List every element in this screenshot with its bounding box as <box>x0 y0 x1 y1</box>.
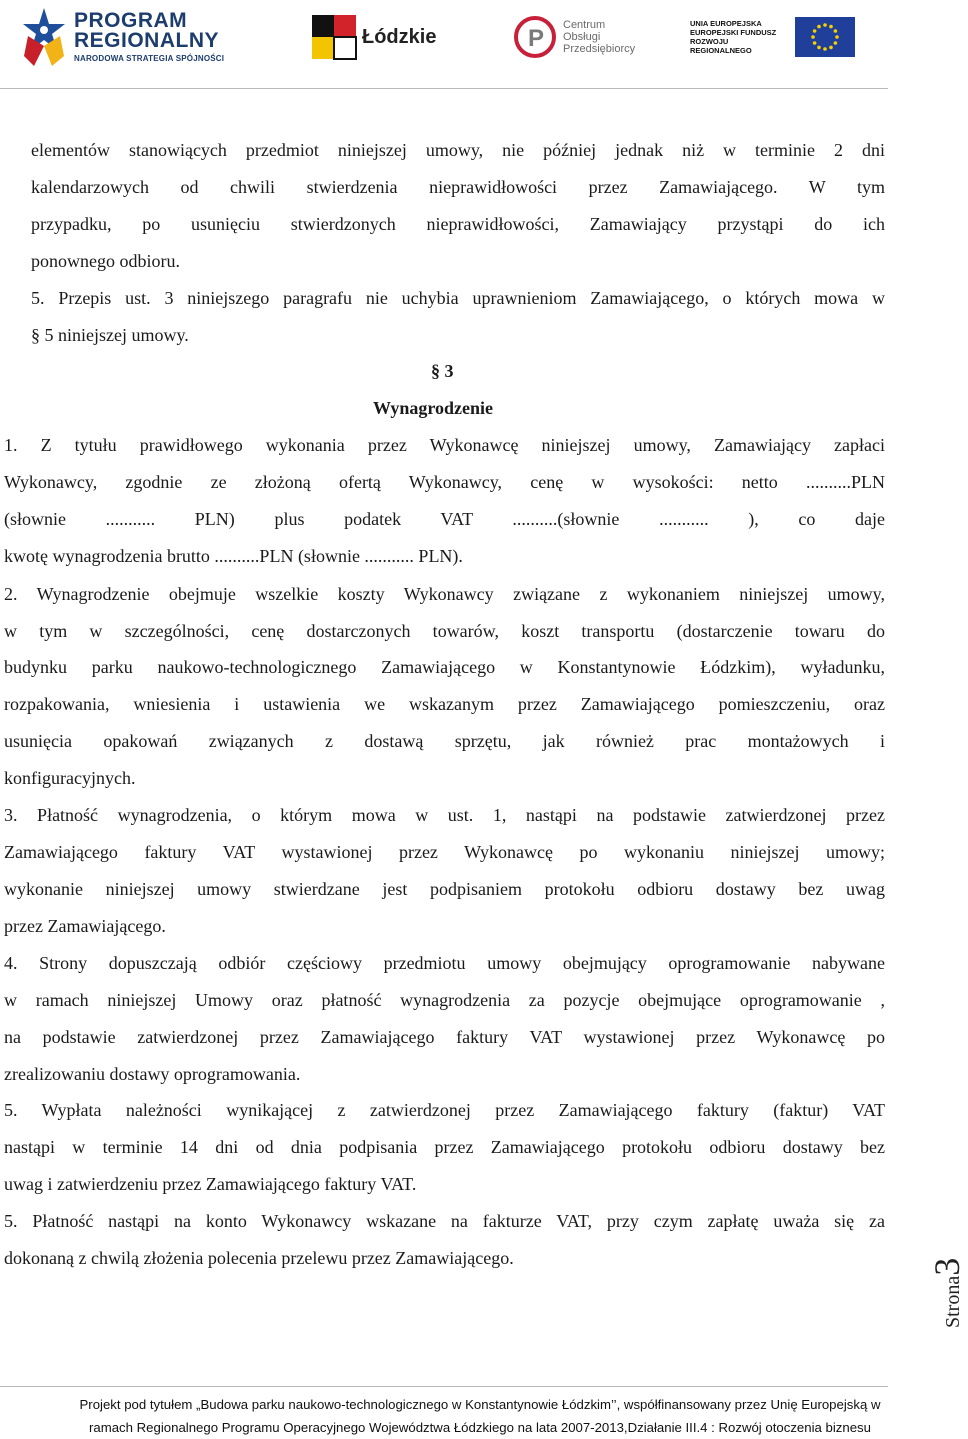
page-number: 3 <box>927 1257 967 1276</box>
text-line: 5. Przepis ust. 3 niniejszego paragrafu nie uchybia uprawnieniom Zamawiającego, o których mowa w <box>31 288 885 308</box>
program-regionalny-star-icon <box>22 6 66 68</box>
section-symbol-heading: § 3 <box>431 361 454 381</box>
text-line: 1. Z tytułu prawidłowego wykonania przez Wykonawcę niniejszej umowy, Zamawiający zapłaci <box>4 435 885 455</box>
program-regionalny-logo <box>22 4 237 70</box>
logo-cop-line2: Obsługi <box>563 31 601 43</box>
lodzkie-logo <box>312 4 442 70</box>
centrum-obslugi-logo <box>513 4 636 70</box>
page-footer <box>0 1393 960 1439</box>
footer-line-1: Projekt pod tytułem „Budowa parku naukowo-technologicznego w Konstantynowie Łódzkim’’, współfinansowany przez Unię Europejską w <box>79 1397 881 1412</box>
text-line: rozpakowania, wniesienia i ustawienia we wskazanym przez Zamawiającego pomieszczeniu, oraz <box>4 694 885 714</box>
text-line: 4. Strony dopuszczają odbiór częściowy przedmiotu umowy obejmujący oprogramowanie nabywane <box>4 953 885 973</box>
logo-cop-line3: Przedsiębiorcy <box>563 43 636 55</box>
text-line: budynku parku naukowo-technologicznego Zamawiającego w Konstantynowie Łódzkim), wyładunku, <box>4 657 885 677</box>
text-line: Wykonawcy, zgodnie ze złożoną ofertą Wykonawcy, cenę w wysokości: netto ..........PLN <box>4 472 885 492</box>
text-line: w ramach niniejszej Umowy oraz płatność wynagrodzenia za pozycje obejmujące oprogramowanie , <box>4 990 885 1010</box>
logo-pr-line2: REGIONALNY <box>74 28 220 52</box>
text-line: Zamawiającego faktury VAT wystawionej przez Wykonawcę po wykonaniu niniejszej umowy; <box>4 842 885 862</box>
text-line: przez Zamawiającego. <box>4 916 166 936</box>
text-line: 5. Wypłata należności wynikającej z zatwierdzonej przez Zamawiającego faktury (faktur) VAT <box>4 1100 885 1120</box>
cop-p-icon <box>513 15 557 59</box>
text-line: konfiguracyjnych. <box>4 768 136 788</box>
text-line: dokonaną z chwilą złożenia polecenia przelewu przez Zamawiającego. <box>4 1248 514 1268</box>
page-header <box>0 0 960 90</box>
logo-ue-line1: UNIA EUROPEJSKA <box>690 19 762 28</box>
text-line: wykonanie niniejszej umowy stwierdzane jest podpisaniem protokołu odbioru dostawy bez uwag <box>4 879 885 899</box>
text-line: kalendarzowych od chwili stwierdzenia nieprawidłowości przez Zamawiającego. W tym <box>31 177 885 197</box>
header-divider <box>0 88 888 89</box>
logo-ue-line3: ROZWOJU REGIONALNEGO <box>690 37 752 55</box>
text-line: 5. Płatność nastąpi na konto Wykonawcy wskazane na fakturze VAT, przy czym zapłatę uważa się za <box>4 1211 885 1231</box>
text-line: ponownego odbioru. <box>31 251 180 271</box>
text-line: uwag i zatwierdzeniu przez Zamawiającego faktury VAT. <box>4 1174 417 1194</box>
eu-flag-icon <box>795 17 855 57</box>
text-line: § 5 niniejszej umowy. <box>31 325 189 345</box>
text-line: elementów stanowiących przedmiot niniejszej umowy, nie później jednak niż w terminie 2 dni <box>31 140 885 160</box>
logo-pr-line1: PROGRAM <box>74 8 188 32</box>
section-title: Wynagrodzenie <box>373 398 493 418</box>
unia-europejska-logo <box>690 4 855 70</box>
footer-divider <box>0 1386 888 1387</box>
text-line: 3. Płatność wynagrodzenia, o którym mowa w ust. 1, nastąpi na podstawie zatwierdzonej przez <box>4 805 885 825</box>
logo-lodz-text: Łódzkie <box>362 25 437 48</box>
logo-pr-subtitle: NARODOWA STRATEGIA SPÓJNOŚCI <box>74 53 225 63</box>
text-line: przypadku, po usunięciu stwierdzonych nieprawidłowości, Zamawiający przystąpi do ich <box>31 214 885 234</box>
text-line: 2. Wynagrodzenie obejmuje wszelkie koszty Wykonawcy związane z wykonaniem niniejszej umowy, <box>4 584 885 604</box>
page-label: Strona <box>942 1275 964 1328</box>
text-line: usunięcia opakowań związanych z dostawą sprzętu, jak również prac montażowych i <box>4 731 885 751</box>
text-line: kwotę wynagrodzenia brutto ..........PLN (słownie ........... PLN). <box>4 546 463 566</box>
svg-text:P: P <box>528 25 545 52</box>
text-line: nastąpi w terminie 14 dni od dnia podpisania przez Zamawiającego protokołu odbioru dostawy bez <box>4 1137 885 1157</box>
text-line: (słownie ........... PLN) plus podatek VAT ..........(słownie ........... ), co daje <box>4 509 885 529</box>
lodzkie-emblem-icon <box>312 15 356 59</box>
text-line: zrealizowaniu dostawy oprogramowania. <box>4 1064 301 1084</box>
text-line: na podstawie zatwierdzonej przez Zamawiającego faktury VAT wystawionej przez Wykonawcę po <box>4 1027 885 1047</box>
text-line: w tym w szczególności, cenę dostarczonych towarów, koszt transportu (dostarczenie towaru do <box>4 621 885 641</box>
page-number-indicator <box>926 1240 966 1330</box>
footer-line-2: ramach Regionalnego Programu Operacyjnego Województwa Łódzkiego na lata 2007-2013,Działanie III.4 : Rozwój otoczenia biznesu <box>89 1420 871 1435</box>
logo-ue-line2: EUROPEJSKI FUNDUSZ <box>690 28 777 37</box>
logo-cop-line1: Centrum <box>563 19 606 31</box>
